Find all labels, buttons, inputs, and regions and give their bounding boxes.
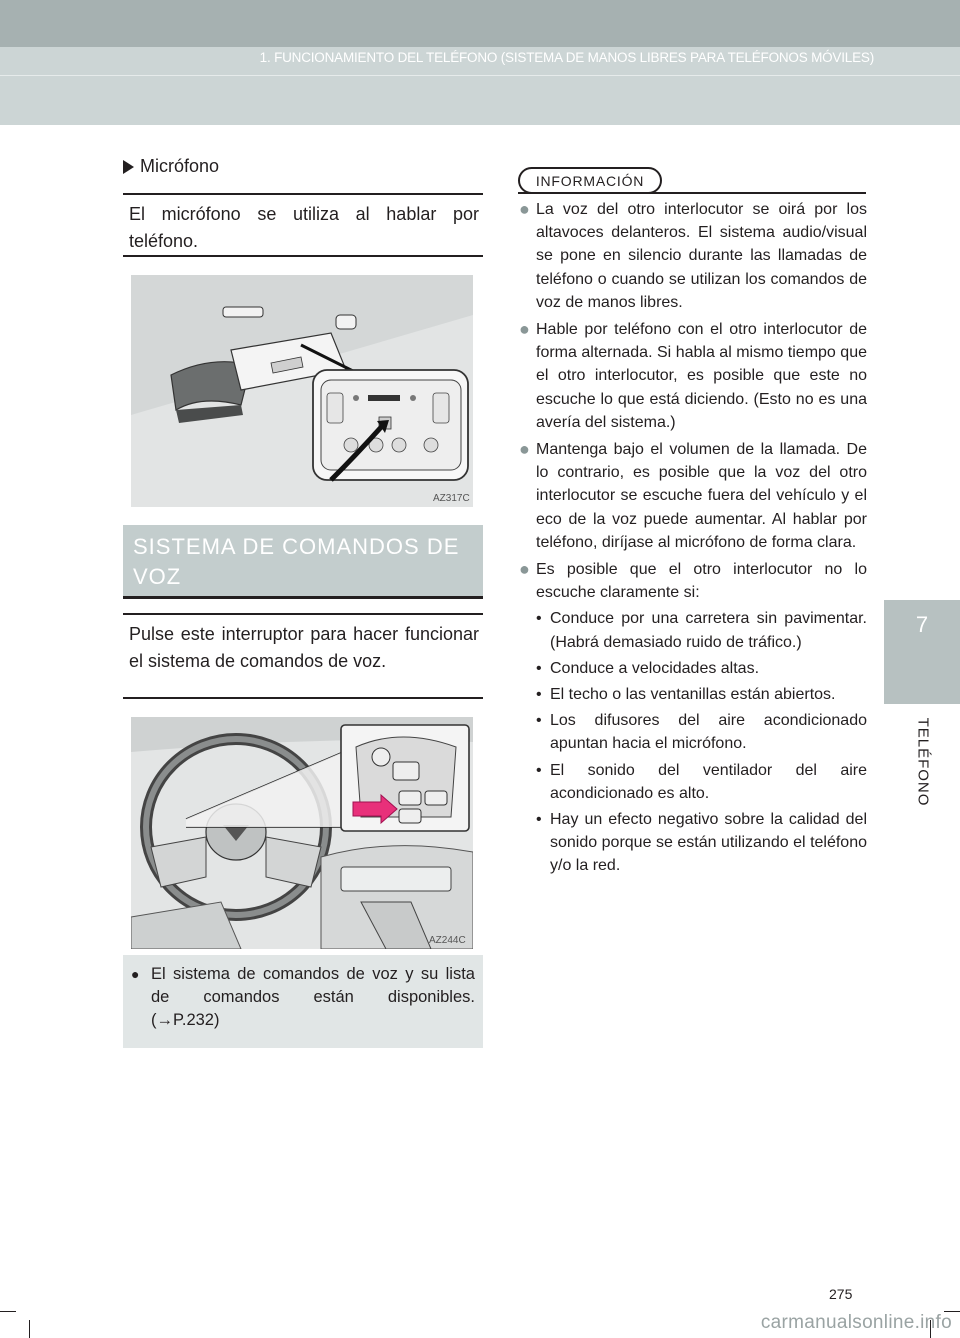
sub-item-text: Los difusores del aire acondicionado apuntan hacia el micrófono. xyxy=(550,712,867,753)
bullet-icon: ● xyxy=(519,199,530,219)
sub-item-text: El techo o las ventanillas están abiertos. xyxy=(550,686,836,704)
crop-mark xyxy=(29,1320,30,1338)
sub-heading-text: Micrófono xyxy=(140,156,220,176)
sub-item: • Conduce a velocidades altas. xyxy=(536,657,867,680)
sub-item: • Hay un efecto negativo sobre la calidad del sonido porque se están utilizando el teléfono y/o la red. xyxy=(536,808,867,878)
chapter-number: 7 xyxy=(915,612,929,637)
info-item xyxy=(519,438,867,554)
microphone-figure xyxy=(131,275,473,507)
sub-item: • El techo o las ventanillas están abiertos. xyxy=(536,683,867,706)
voice-command-note xyxy=(123,955,483,1048)
bullet-icon: ● xyxy=(519,439,530,460)
overhead-console-illustration xyxy=(131,275,473,507)
switch-description-text: Pulse este interruptor para hacer funcionar el sistema de comandos de voz. xyxy=(129,624,479,671)
bullet-icon: ● xyxy=(519,319,530,340)
info-item-text: Mantenga bajo el volumen de la llamada. De lo contrario, es posible que la voz del otro interlocutor se escuche fuera del vehículo y el eco de la voz puede aumentar. Al hablar por teléfono, diríjase al micrófono de forma clara. xyxy=(536,441,867,551)
info-item xyxy=(519,318,867,434)
crop-mark xyxy=(0,1311,16,1312)
sub-item: • Conduce por una carretera sin pavimentar. (Habrá demasiado ruido de tráfico.) xyxy=(536,607,867,653)
info-item-text: Hable por teléfono con el otro interlocutor de forma alternada. Si habla al mismo tiempo que el otro interlocutor, es posible que este no escuche lo que está diciendo. (Esto no es una avería del sistema.) xyxy=(536,321,867,431)
sub-heading xyxy=(123,156,219,177)
section-heading-text: SISTEMA DE COMANDOS DE VOZ xyxy=(133,534,460,589)
mic-description-box xyxy=(123,193,483,257)
note-line xyxy=(131,1009,475,1032)
info-item-text: La voz del otro interlocutor se oirá por los altavoces delanteros. El sistema audio/visual se pone en silencio durante las llamadas de teléfono o cuando se utilizan los comandos de voz de manos libres. xyxy=(536,201,867,311)
sub-item-text: Conduce por una carretera sin pavimentar. (Habrá demasiado ruido de tráfico.) xyxy=(550,610,867,651)
chapter-label xyxy=(893,710,953,814)
info-item xyxy=(519,198,867,314)
sub-item: • Los difusores del aire acondicionado apuntan hacia el micrófono. xyxy=(536,709,867,755)
info-item xyxy=(519,558,867,878)
switch-description-box xyxy=(123,613,483,699)
info-tag xyxy=(518,167,662,194)
chapter-title: 1. FUNCIONAMIENTO DEL TELÉFONO (SISTEMA DE MANOS LIBRES PARA TELÉFONOS MÓVILES) xyxy=(259,50,874,65)
sub-item-text: Conduce a velocidades altas. xyxy=(550,659,760,677)
figure-code: AZ244C xyxy=(429,935,466,946)
mic-description-text: El micrófono se utiliza al hablar por teléfono. xyxy=(129,204,479,251)
watermark: carmanualsonline.info xyxy=(760,1312,952,1333)
steering-switch-figure xyxy=(131,717,473,949)
note-text: de comandos están disponibles. xyxy=(151,988,475,1006)
header-strip xyxy=(0,0,960,47)
section-rule xyxy=(123,596,483,599)
chapter-tab[interactable] xyxy=(884,600,960,704)
sub-item-text: El sonido del ventilador del aire acondicionado es alto. xyxy=(550,761,867,802)
sub-item: • El sonido del ventilador del aire acondicionado es alto. xyxy=(536,759,867,805)
page-number: 275 xyxy=(829,1286,853,1302)
section-heading xyxy=(123,525,483,598)
info-item-text: Es posible que el otro interlocutor no lo escuche claramente si: xyxy=(536,561,867,602)
sub-item-text: Hay un efecto negativo sobre la calidad del sonido porque se están utilizando el teléfono y/o la red. xyxy=(550,811,867,875)
chapter-label-text: TELÉFONO xyxy=(914,717,932,807)
note-line xyxy=(131,986,475,1009)
triangle-bullet-icon xyxy=(123,160,134,174)
info-tag-text: INFORMACIÓN xyxy=(535,172,645,189)
figure-code: AZ317C xyxy=(433,493,470,504)
note-line xyxy=(131,963,475,986)
bullet-icon: ● xyxy=(131,966,140,982)
page-reference-link[interactable]: (→P.232) xyxy=(151,1011,220,1029)
note-text: El sistema de comandos de voz y su lista xyxy=(151,965,475,983)
info-list xyxy=(519,198,867,882)
header-rule xyxy=(0,75,960,76)
steering-wheel-illustration xyxy=(131,717,473,949)
bullet-icon: ● xyxy=(519,559,530,580)
